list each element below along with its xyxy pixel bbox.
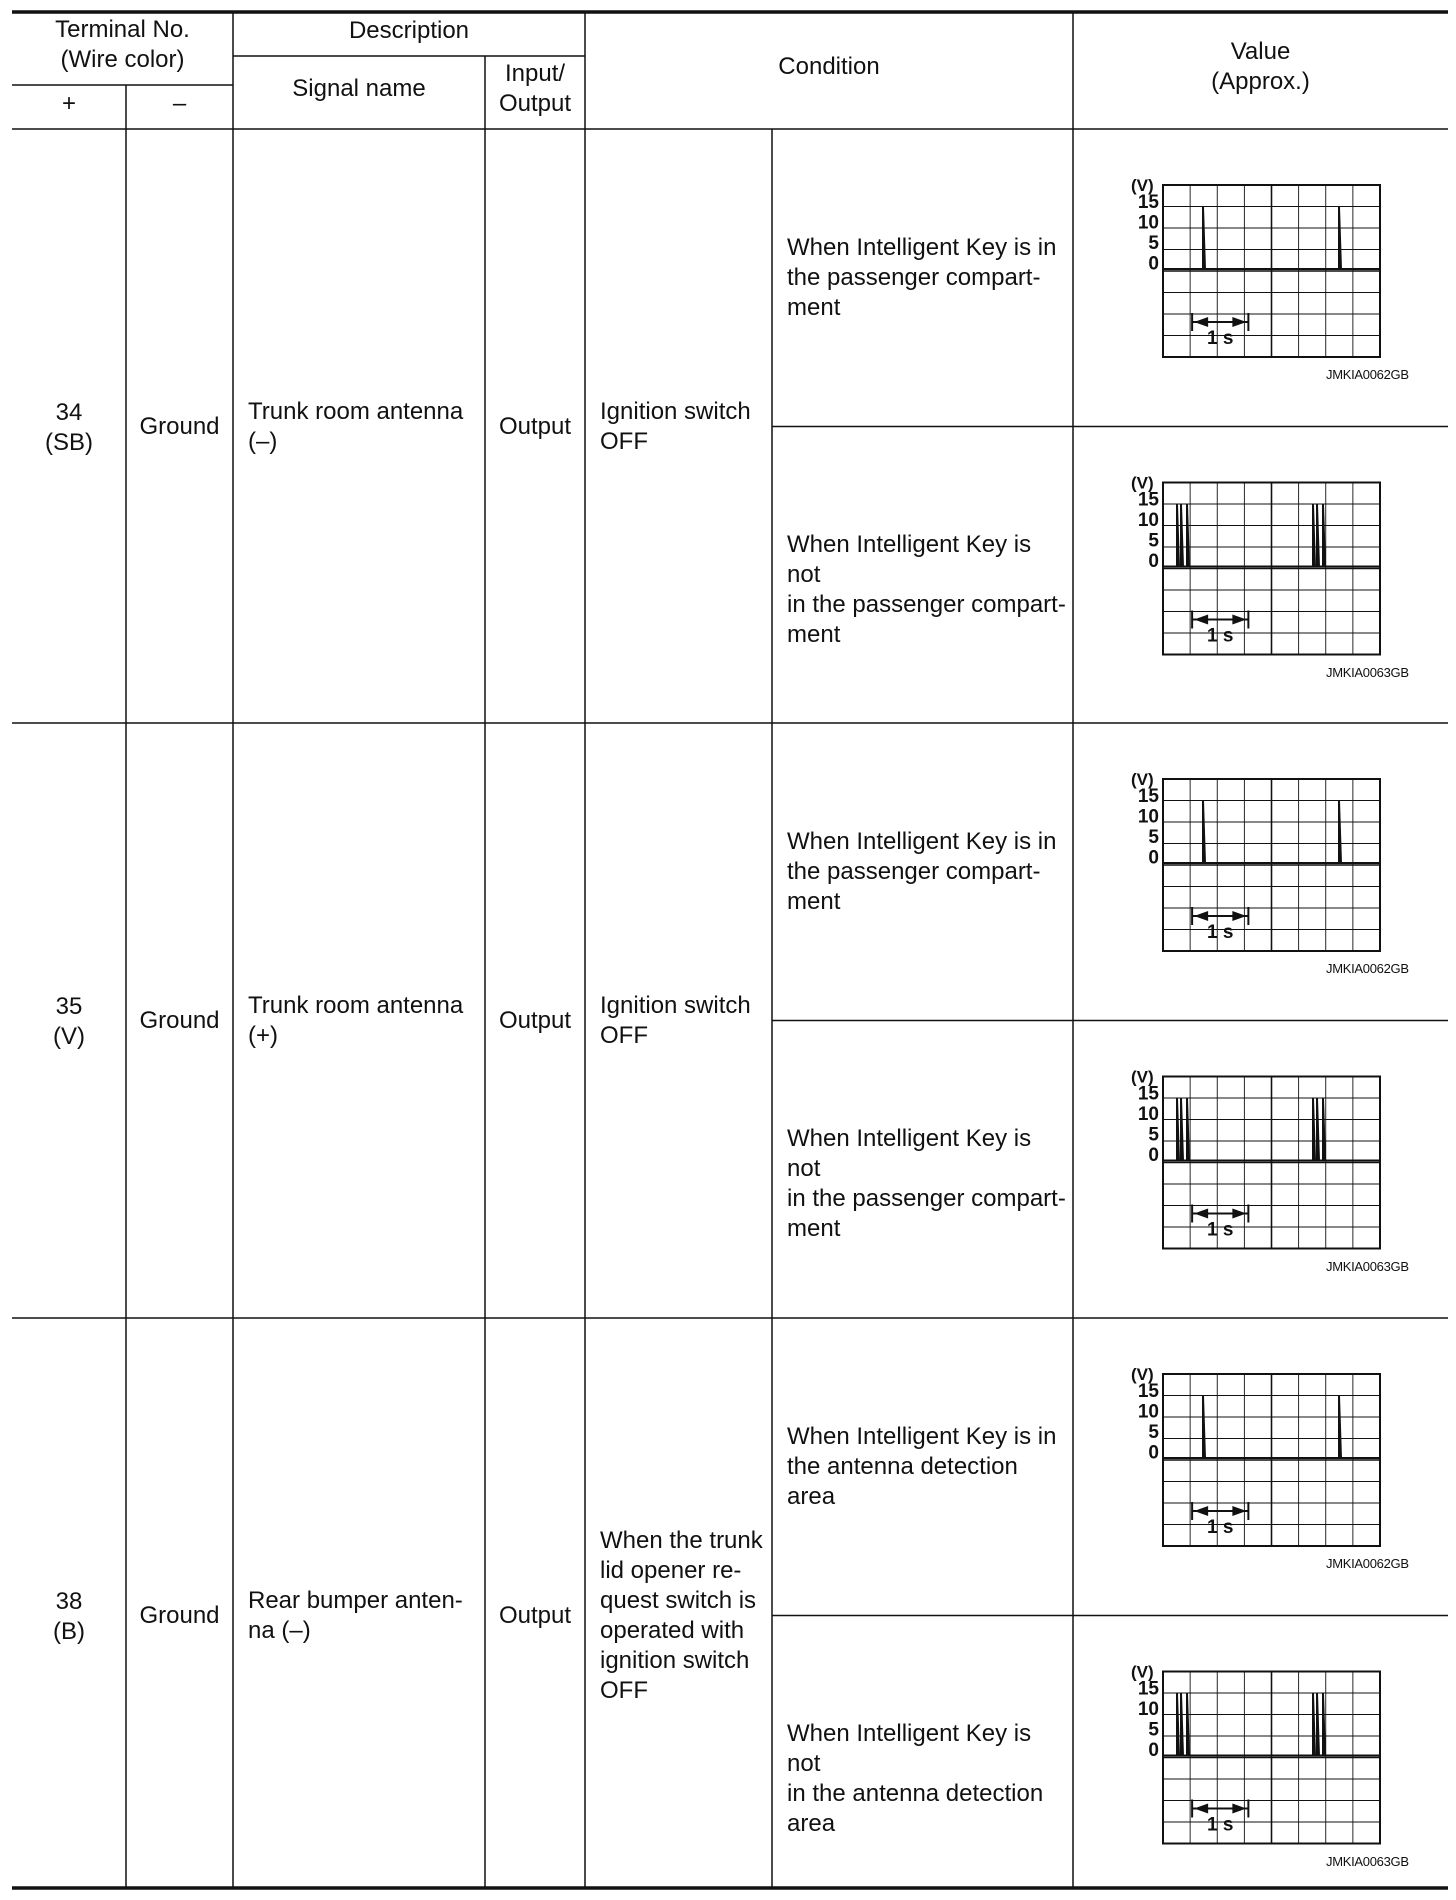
signal-name: Trunk room antenna (+) xyxy=(248,991,464,1049)
terminal-wire-color: (SB) xyxy=(45,428,93,456)
scope-y-tick: 10 xyxy=(1137,1401,1159,1423)
scope-y-tick: 10 xyxy=(1137,510,1159,531)
header-wire-color: (Wire color) xyxy=(60,46,185,73)
subcondition-text: When Intelligent Key is not in the antenna detection area xyxy=(787,1720,1044,1838)
signal-name: Trunk room antenna (–) xyxy=(248,397,464,455)
scope-time-label: 1 s xyxy=(1207,1517,1234,1538)
scope-y-tick: 15 xyxy=(1137,489,1159,511)
subcondition-text: When Intelligent Key is not in the passenger compart- ment xyxy=(787,531,1066,649)
terminal-number: 34 xyxy=(55,398,83,426)
header-minus: – xyxy=(172,90,187,117)
scope-y-tick: 5 xyxy=(1148,1124,1159,1146)
scope-time-label: 1 s xyxy=(1207,625,1234,647)
header-condition: Condition xyxy=(778,53,880,80)
scope-y-tick: 15 xyxy=(1137,1678,1159,1700)
scope-y-tick: 0 xyxy=(1148,1442,1159,1464)
oscilloscope-waveform xyxy=(1131,176,1380,357)
subcondition-text: When Intelligent Key is in the passenger compart- ment xyxy=(787,827,1057,915)
scope-y-tick: 5 xyxy=(1148,1719,1159,1741)
figure-code: JMKIA0063GB xyxy=(1326,664,1409,680)
condition-text: Ignition switch OFF xyxy=(600,397,751,455)
scope-y-tick: 0 xyxy=(1148,847,1159,869)
oscilloscope-waveform xyxy=(1131,474,1380,655)
scope-y-tick: 5 xyxy=(1148,233,1159,254)
scope-time-label: 1 s xyxy=(1207,1814,1234,1836)
header-value-2: (Approx.) xyxy=(1211,68,1310,95)
figure-code: JMKIA0062GB xyxy=(1326,367,1409,382)
scope-y-tick: 0 xyxy=(1148,1145,1159,1166)
header-input-output-2: Output xyxy=(498,90,572,117)
figure-code: JMKIA0062GB xyxy=(1326,961,1409,976)
scope-unit-label: (V) xyxy=(1131,1662,1154,1682)
figure-code: JMKIA0063GB xyxy=(1326,1258,1409,1274)
subcondition-text: When Intelligent Key is not in the passenger compart- ment xyxy=(787,1125,1066,1243)
scope-y-tick: 10 xyxy=(1137,1104,1159,1125)
header-input-output-1: Input/ xyxy=(504,60,566,87)
ground-label: Ground xyxy=(139,1601,220,1629)
oscilloscope-waveform xyxy=(1131,770,1380,951)
condition-text: Ignition switch OFF xyxy=(600,991,751,1049)
io-type: Output xyxy=(498,1006,572,1034)
scope-y-tick: 0 xyxy=(1148,551,1159,572)
subcondition-text: When Intelligent Key is in the passenger compart- ment xyxy=(787,233,1057,321)
signal-name: Rear bumper anten- na (–) xyxy=(248,1586,463,1644)
header-signal-name: Signal name xyxy=(292,75,426,102)
scope-unit-label: (V) xyxy=(1131,473,1154,493)
scope-y-tick: 15 xyxy=(1137,1381,1159,1402)
terminal-wire-color: (B) xyxy=(53,1617,85,1645)
scope-y-tick: 10 xyxy=(1137,806,1159,828)
header-description: Description xyxy=(348,17,470,44)
scope-y-tick: 5 xyxy=(1148,827,1159,848)
scope-time-label: 1 s xyxy=(1207,328,1234,349)
subcondition-text: When Intelligent Key is in the antenna detection area xyxy=(787,1422,1057,1510)
header-plus: + xyxy=(61,90,77,117)
scope-y-tick: 10 xyxy=(1137,212,1159,234)
scope-time-label: 1 s xyxy=(1207,1219,1234,1241)
condition-text: When the trunk lid opener re- quest switch is operated with ignition switch OFF xyxy=(600,1526,763,1704)
scope-unit-label: (V) xyxy=(1131,176,1154,195)
ground-label: Ground xyxy=(139,412,220,440)
oscilloscope-waveform xyxy=(1131,1365,1380,1546)
scope-y-tick: 15 xyxy=(1137,786,1159,807)
scope-y-tick: 15 xyxy=(1137,192,1159,213)
oscilloscope-waveform xyxy=(1131,1663,1380,1844)
scope-time-label: 1 s xyxy=(1207,922,1234,943)
scope-y-tick: 0 xyxy=(1148,1740,1159,1761)
terminal-number: 38 xyxy=(55,1587,83,1615)
scope-y-tick: 5 xyxy=(1148,1422,1159,1443)
terminal-wire-color: (V) xyxy=(53,1022,85,1050)
header-value-1: Value xyxy=(1230,38,1291,65)
scope-y-tick: 10 xyxy=(1137,1699,1159,1720)
io-type: Output xyxy=(498,1601,572,1629)
figure-code: JMKIA0062GB xyxy=(1326,1556,1409,1571)
terminal-number: 35 xyxy=(55,992,83,1020)
oscilloscope-waveform xyxy=(1131,1068,1380,1249)
figure-code: JMKIA0063GB xyxy=(1326,1853,1409,1869)
scope-unit-label: (V) xyxy=(1131,770,1154,789)
scope-unit-label: (V) xyxy=(1131,1067,1154,1087)
scope-y-tick: 0 xyxy=(1148,253,1159,275)
scope-unit-label: (V) xyxy=(1131,1365,1154,1384)
io-type: Output xyxy=(498,412,572,440)
scope-y-tick: 15 xyxy=(1137,1083,1159,1105)
ground-label: Ground xyxy=(139,1006,220,1034)
header-terminal-no: Terminal No. xyxy=(55,16,190,43)
scope-y-tick: 5 xyxy=(1148,530,1159,552)
